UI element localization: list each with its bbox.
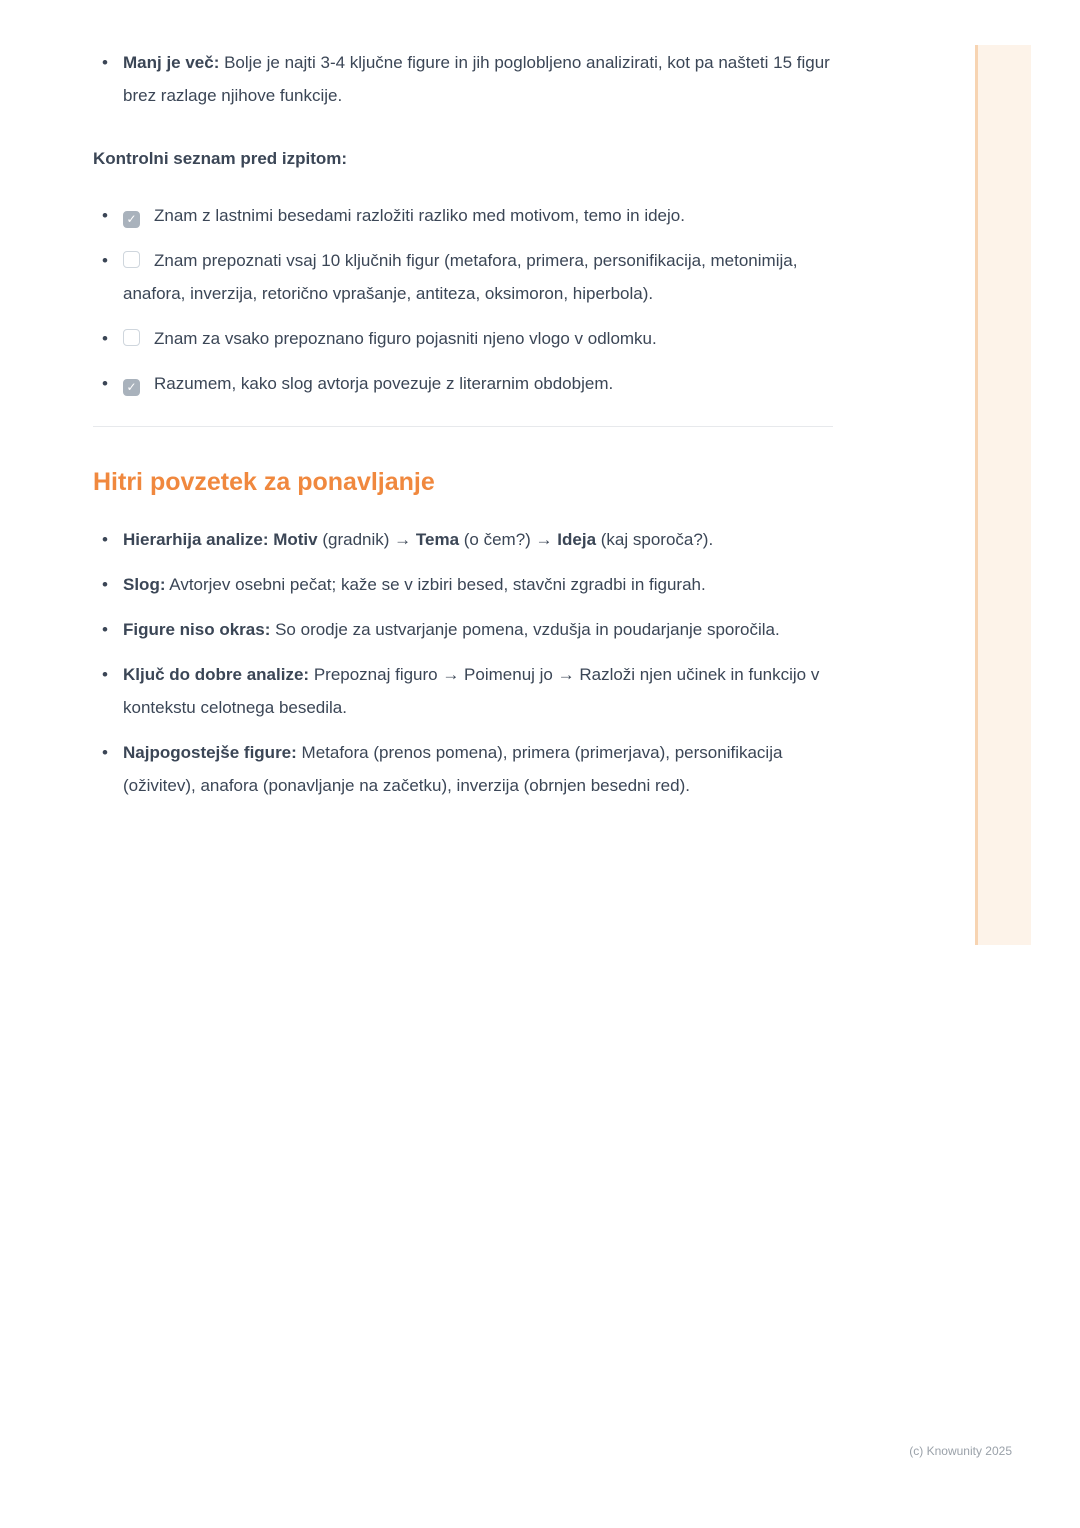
text: Prepoznaj figuro → Poimenuj jo → Razloži njen učinek in funkcijo v kontekstu celotnega besedila. bbox=[123, 665, 820, 717]
checklist-item bbox=[93, 244, 833, 310]
summary-item bbox=[93, 658, 833, 724]
text: (o čem?) → bbox=[459, 530, 558, 549]
text: Metafora (prenos pomena), primera (primerjava), personifikacija (oživitev), anafora (ponavljanje na začetku), inverzija (obrnjen besedni red). bbox=[123, 743, 783, 795]
side-accent-band bbox=[975, 45, 1031, 945]
bold-text: Najpogostejše figure: bbox=[123, 743, 297, 762]
bold-text: Slog: bbox=[123, 575, 166, 594]
footer-credit: (c) Knowunity 2025 bbox=[909, 1444, 1012, 1458]
summary-item bbox=[93, 568, 833, 601]
checkbox-unchecked[interactable] bbox=[123, 329, 140, 346]
checklist-heading: Kontrolni seznam pred izpitom: bbox=[93, 149, 348, 168]
checklist-item-text: Znam prepoznati vsaj 10 ključnih figur (metafora, primera, personifikacija, metonimija, anafora, inverzija, retorično vprašanje, antiteza, oksimoron, hiperbola). bbox=[123, 251, 798, 303]
summary-list bbox=[93, 523, 833, 802]
intro-item bbox=[93, 46, 833, 112]
text: (kaj sporoča?). bbox=[596, 530, 714, 549]
bold-text: Ključ do dobre analize: bbox=[123, 665, 310, 684]
bold-text: Hierarhija analize: Motiv bbox=[123, 530, 318, 549]
checklist-item bbox=[93, 199, 833, 232]
checklist-item bbox=[93, 367, 833, 400]
summary-item bbox=[93, 523, 833, 556]
text: Avtorjev osebni pečat; kaže se v izbiri besed, stavčni zgradbi in figurah. bbox=[165, 575, 706, 594]
checklist-item-text: Znam za vsako prepoznano figuro pojasniti njeno vlogo v odlomku. bbox=[154, 329, 657, 348]
checklist-item bbox=[93, 322, 833, 355]
summary-item bbox=[93, 736, 833, 802]
checkbox-checked-icon[interactable]: ✓ bbox=[123, 211, 140, 228]
checkbox-checked-icon[interactable]: ✓ bbox=[123, 379, 140, 396]
checklist-item-text: Znam z lastnimi besedami razložiti razliko med motivom, temo in idejo. bbox=[154, 206, 685, 225]
bold-text: Manj je več: bbox=[123, 53, 220, 72]
bold-text: Ideja bbox=[557, 530, 597, 549]
checklist bbox=[93, 199, 833, 400]
page-content bbox=[93, 0, 833, 814]
intro-list bbox=[93, 46, 833, 112]
bold-text: Figure niso okras: bbox=[123, 620, 271, 639]
section-divider bbox=[93, 426, 833, 427]
summary-heading: Hitri povzetek za ponavljanje bbox=[93, 468, 435, 496]
text: Bolje je najti 3-4 ključne figure in jih poglobljeno analizirati, kot pa našteti 15 figur brez razlage njihove funkcije. bbox=[123, 53, 830, 105]
bold-text: Tema bbox=[415, 530, 460, 549]
checklist-item-text: Razumem, kako slog avtorja povezuje z literarnim obdobjem. bbox=[154, 374, 614, 393]
summary-item bbox=[93, 613, 833, 646]
checkbox-unchecked[interactable] bbox=[123, 251, 140, 268]
text: (gradnik) → bbox=[317, 530, 416, 549]
text: So orodje za ustvarjanje pomena, vzdušja in poudarjanje sporočila. bbox=[270, 620, 780, 639]
